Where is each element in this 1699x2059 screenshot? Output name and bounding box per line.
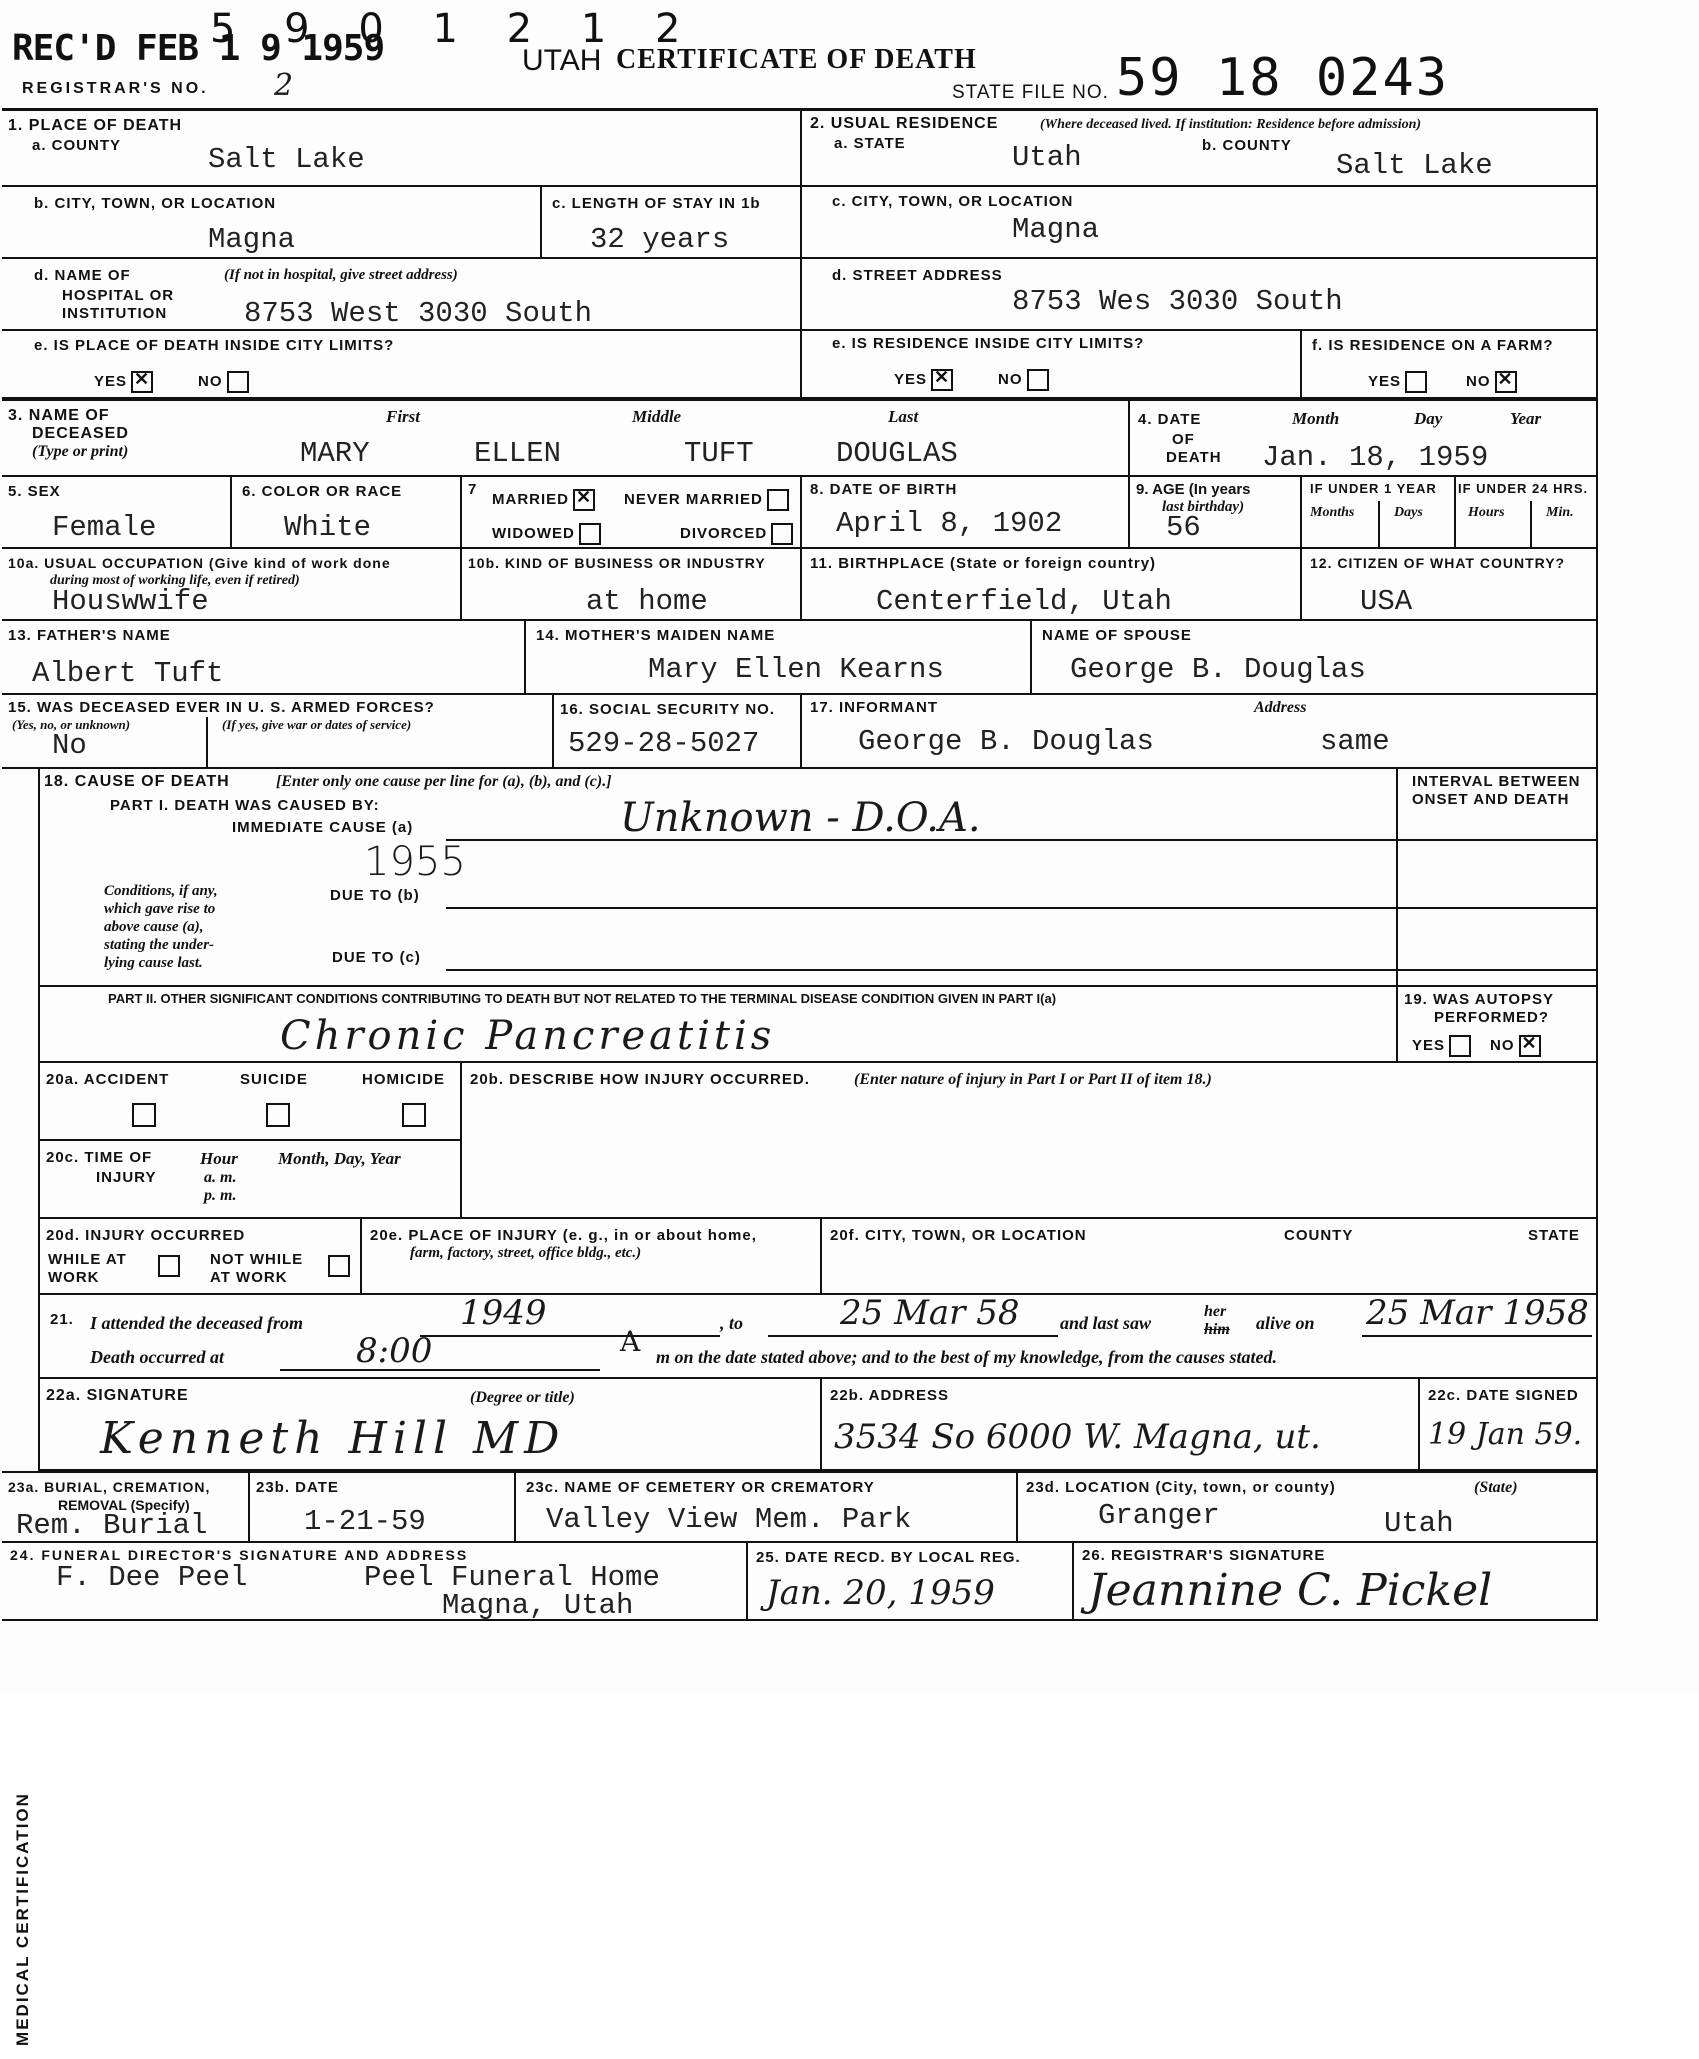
farm-no: NO✕: [1466, 371, 1517, 393]
field-1b-label: b. CITY, TOWN, OR LOCATION: [34, 195, 277, 212]
signature-cell: [40, 1379, 822, 1471]
field-15-note-1: (Yes, no, or unknown): [12, 717, 131, 732]
hour-label: Hour: [200, 1149, 238, 1168]
length-of-stay-value: 32 years: [590, 223, 730, 256]
date-received-value: Jan. 20, 1959: [766, 1573, 995, 1613]
field-20b-note: (Enter nature of injury in Part I or Part II of item 18.): [854, 1071, 1212, 1088]
registrar-no-label: REGISTRAR'S NO.: [22, 80, 209, 97]
days-label: Days: [1394, 505, 1423, 520]
under-1-year-label: IF UNDER 1 YEAR: [1310, 481, 1437, 496]
occupation-cell: [2, 549, 462, 621]
interval-label-1: INTERVAL BETWEEN: [1412, 773, 1581, 790]
field-22c-label: 22c. DATE SIGNED: [1428, 1387, 1579, 1404]
conditions-note-3: above cause (a),: [104, 919, 204, 935]
married-option: MARRIED✕: [492, 489, 595, 511]
birthplace-value: Centerfield, Utah: [876, 585, 1172, 618]
checkbox-no-checked[interactable]: [1495, 371, 1517, 393]
residence-farm-cell: [1302, 331, 1598, 399]
state-file-value: 59 18 0243: [1116, 48, 1450, 108]
registrar-no-value: 2: [274, 68, 294, 103]
residence-city-limits-cell: [802, 331, 1302, 399]
cause-of-death-cell: [40, 769, 1398, 987]
spouse-label: NAME OF SPOUSE: [1042, 627, 1192, 644]
day-label: Day: [1414, 409, 1443, 428]
residence-street-value: 8753 Wes 3030 South: [1012, 285, 1343, 318]
burial-state-label: (State): [1474, 1479, 1518, 1496]
field-2a-label: a. STATE: [834, 135, 906, 152]
field-20d-label: 20d. INJURY OCCURRED: [46, 1227, 246, 1244]
death-city-limits-cell: [2, 331, 802, 399]
manner-of-death-cell: [40, 1063, 462, 1141]
death-city-limits-no: NO: [198, 371, 249, 393]
hospital-cell: [2, 259, 802, 331]
field-6-label: 6. COLOR OR RACE: [242, 483, 403, 500]
checkbox-while-at-work[interactable]: [158, 1255, 180, 1277]
age-value: 56: [1166, 511, 1201, 544]
not-while-at-work-label-1: NOT WHILE: [210, 1251, 304, 1268]
conditions-note-1: Conditions, if any,: [104, 883, 218, 899]
checkbox-yes-checked[interactable]: [931, 369, 953, 391]
conditions-note-2: which gave rise to: [104, 901, 216, 917]
field-23a-label-2: REMOVAL (Specify): [58, 1497, 190, 1513]
field-18-title: 18. CAUSE OF DEATH: [44, 773, 230, 790]
field-1a-label: a. COUNTY: [32, 137, 122, 154]
armed-forces-cell: [2, 695, 554, 769]
not-while-at-work-label-2: AT WORK: [210, 1269, 288, 1286]
widowed-option: WIDOWED: [492, 523, 601, 545]
checkbox-married-checked[interactable]: [573, 489, 595, 511]
time-of-injury-cell: [40, 1141, 462, 1219]
field-20c-label-1: 20c. TIME OF: [46, 1149, 153, 1166]
residence-city-cell: [802, 187, 1598, 259]
funeral-director-name: F. Dee Peel: [56, 1561, 248, 1594]
injury-description-cell: [462, 1063, 1598, 1219]
date-of-birth-value: April 8, 1902: [836, 507, 1063, 540]
field-22b-label: 22b. ADDRESS: [830, 1387, 949, 1404]
date-received-cell: [748, 1543, 1074, 1621]
farm-yes: YES: [1368, 371, 1427, 393]
part-1-label: PART I. DEATH WAS CAUSED BY:: [110, 797, 380, 814]
field-26-label: 26. REGISTRAR'S SIGNATURE: [1082, 1547, 1326, 1564]
business-value: at home: [586, 585, 708, 618]
am-label: a. m.: [204, 1169, 237, 1186]
disposition-cell: [2, 1471, 250, 1543]
attended-from-value: 1949: [460, 1293, 547, 1333]
date-signed-cell: [1420, 1379, 1598, 1471]
last-saw-label: and last saw: [1060, 1313, 1152, 1333]
injury-occurred-cell: [40, 1219, 362, 1295]
field-10b-label: 10b. KIND OF BUSINESS OR INDUSTRY: [468, 555, 766, 571]
physician-signature: Kenneth Hill MD: [100, 1413, 566, 1464]
fathers-name-cell: [2, 621, 526, 695]
field-3-title-3: (Type or print): [32, 443, 129, 460]
death-county-value: Salt Lake: [208, 143, 365, 176]
month-day-year-label: Month, Day, Year: [278, 1149, 401, 1168]
length-of-stay-cell: [542, 187, 802, 259]
autopsy-no: NO✕: [1490, 1035, 1541, 1057]
state-file-label: STATE FILE NO.: [952, 82, 1109, 103]
am-mark: A: [620, 1325, 641, 1358]
under-1-year-cell: [1302, 477, 1456, 549]
field-15-label: 15. WAS DECEASED EVER IN U. S. ARMED FORCES?: [8, 699, 435, 716]
field-11-label: 11. BIRTHPLACE (State or foreign country): [810, 555, 1157, 572]
under-24-hours-cell: [1456, 477, 1598, 549]
her-label: her: [1204, 1303, 1227, 1320]
field-1e-label: e. IS PLACE OF DEATH INSIDE CITY LIMITS?: [34, 337, 395, 354]
field-1d-note: (If not in hospital, give street address): [224, 267, 458, 283]
immediate-cause-label: IMMEDIATE CAUSE (a): [232, 819, 414, 836]
usual-residence-cell: [802, 111, 1598, 187]
residence-city-value: Magna: [1012, 213, 1100, 246]
divorced-option: DIVORCED: [680, 523, 793, 545]
injury-state-label: STATE: [1528, 1227, 1580, 1244]
year-label: Year: [1510, 409, 1542, 428]
field-20b-label: 20b. DESCRIBE HOW INJURY OCCURRED.: [470, 1071, 810, 1088]
injury-location-cell: [822, 1219, 1598, 1295]
alive-on-label: alive on: [1256, 1313, 1315, 1333]
mothers-name-cell: [526, 621, 1032, 695]
field-23a-label-1: 23a. BURIAL, CREMATION,: [8, 1479, 211, 1495]
last-name-label: Last: [888, 407, 919, 426]
sex-cell: [2, 477, 232, 549]
last-name-value: DOUGLAS: [836, 437, 958, 470]
checkbox-not-while-at-work[interactable]: [328, 1255, 350, 1277]
field-18-note: [Enter only one cause per line for (a), (b), and (c).]: [276, 773, 612, 790]
checkbox-suicide[interactable]: [266, 1103, 290, 1127]
field-20e-label-2: farm, factory, street, office bldg., etc.): [410, 1245, 642, 1261]
date-of-death-value: Jan. 18, 1959: [1262, 441, 1489, 474]
checkbox-autopsy-no-checked[interactable]: [1519, 1035, 1541, 1057]
year-annotation: 1955: [364, 839, 466, 885]
cemetery-value: Valley View Mem. Park: [546, 1503, 912, 1536]
burial-location-cell: [1018, 1471, 1598, 1543]
spouse-value: George B. Douglas: [1070, 653, 1366, 686]
field-23c-label: 23c. NAME OF CEMETERY OR CREMATORY: [526, 1479, 875, 1496]
business-cell: [462, 549, 802, 621]
funeral-home-name: Peel Funeral Home: [364, 1561, 660, 1594]
death-statement-tail: m on the date stated above; and to the best of my knowledge, from the causes stated.: [656, 1347, 1277, 1367]
spouse-cell: [1032, 621, 1598, 695]
immediate-cause-value: Unknown - D.O.A.: [620, 795, 981, 841]
under-24-hours-label: IF UNDER 24 HRS.: [1458, 481, 1589, 496]
checkbox-never-married[interactable]: [767, 489, 789, 511]
field-17-label: 17. INFORMANT: [810, 699, 939, 716]
never-married-option: NEVER MARRIED: [624, 489, 789, 511]
autopsy-yes: YES: [1412, 1035, 1471, 1057]
him-label: him: [1204, 1321, 1230, 1338]
hours-label: Hours: [1468, 505, 1505, 520]
field-4-label-2: OF: [1172, 431, 1195, 448]
attended-to-label: , to: [720, 1313, 744, 1333]
field-19-label-1: 19. WAS AUTOPSY: [1404, 991, 1555, 1008]
age-cell: [1130, 477, 1302, 549]
registrar-signature-cell: [1074, 1543, 1598, 1621]
field-1d-label-1: d. NAME OF: [34, 267, 131, 284]
field-4-label-1: 4. DATE: [1138, 411, 1202, 428]
minutes-label: Min.: [1546, 505, 1574, 520]
attending-statement-cell: [40, 1295, 1598, 1379]
citizenship-cell: [1302, 549, 1598, 621]
field-9-label-2: last birthday): [1162, 499, 1245, 515]
checkbox-homicide[interactable]: [402, 1103, 426, 1127]
part-2-cell: [40, 987, 1398, 1063]
middle-name-value: ELLEN: [474, 437, 562, 470]
pm-label: p. m.: [204, 1187, 237, 1204]
field-9-label-1: 9. AGE (In years: [1136, 481, 1251, 498]
registrar-signature: Jeannine C. Pickel: [1088, 1565, 1493, 1616]
field-14-label: 14. MOTHER'S MAIDEN NAME: [536, 627, 776, 644]
marital-status-cell: [462, 477, 802, 549]
cemetery-cell: [516, 1471, 1018, 1543]
residence-street-cell: [802, 259, 1598, 331]
checkbox-yes-checked[interactable]: [131, 371, 153, 393]
informant-value: George B. Douglas: [858, 725, 1154, 758]
informant-address-value: same: [1320, 725, 1390, 758]
disposition-value: Rem. Burial: [16, 1509, 208, 1542]
field-8-label: 8. DATE OF BIRTH: [810, 481, 958, 498]
field-15-note-2: (If yes, give war or dates of service): [222, 717, 412, 732]
autopsy-cell: [1398, 987, 1598, 1063]
death-city-limits-yes: YES✕: [94, 371, 153, 393]
field-23b-label: 23b. DATE: [256, 1479, 339, 1496]
field-2f-label: f. IS RESIDENCE ON A FARM?: [1312, 337, 1554, 354]
suicide-label: SUICIDE: [240, 1071, 308, 1088]
due-to-b-label: DUE TO (b): [330, 887, 420, 904]
date-signed-value: 19 Jan 59.: [1428, 1417, 1583, 1452]
race-cell: [232, 477, 462, 549]
while-at-work-label-1: WHILE AT: [48, 1251, 127, 1268]
citizenship-value: USA: [1360, 585, 1413, 618]
field-3-title-1: 3. NAME OF: [8, 407, 110, 424]
field-10a-label-2: during most of working life, even if retired): [50, 573, 300, 588]
field-23d-label: 23d. LOCATION (City, town, or county): [1026, 1479, 1336, 1496]
checkbox-yes[interactable]: [1405, 371, 1427, 393]
field-4-label-3: DEATH: [1166, 449, 1222, 466]
certificate-form: [2, 108, 1598, 2046]
field-2-note: (Where deceased lived. If institution: Residence before admission): [1040, 117, 1422, 132]
field-2d-label: d. STREET ADDRESS: [832, 267, 1003, 284]
field-2e-label: e. IS RESIDENCE INSIDE CITY LIMITS?: [832, 335, 1145, 352]
field-1d-label-3: INSTITUTION: [62, 305, 168, 322]
sex-value: Female: [52, 511, 157, 544]
middle-name-2-value: TUFT: [684, 437, 754, 470]
field-2c-label: c. CITY, TOWN, OR LOCATION: [832, 193, 1074, 210]
funeral-director-cell: [2, 1543, 748, 1621]
months-label: Months: [1310, 505, 1355, 520]
residence-city-limits-yes: YES✕: [894, 369, 953, 391]
field-5-label: 5. SEX: [8, 483, 61, 500]
informant-cell: [802, 695, 1598, 769]
burial-date-value: 1-21-59: [304, 1505, 426, 1538]
residence-county-value: Salt Lake: [1336, 149, 1493, 182]
interval-cell: [1398, 769, 1598, 987]
stamp-numbers: 5 9 0 1 2 1 2: [210, 6, 699, 52]
field-19-label-2: PERFORMED?: [1434, 1009, 1549, 1026]
checkbox-divorced[interactable]: [771, 523, 793, 545]
received-stamp: REC'D FEB 1 9 1959: [12, 28, 385, 69]
checkbox-widowed[interactable]: [579, 523, 601, 545]
field-16-label: 16. SOCIAL SECURITY NO.: [560, 701, 775, 718]
death-city-cell: [2, 187, 542, 259]
field-21-num: 21.: [50, 1311, 74, 1328]
physician-address-cell: [822, 1379, 1420, 1471]
death-time-value: 8:00: [356, 1331, 433, 1371]
burial-state-value: Utah: [1384, 1507, 1454, 1540]
occupation-value: Houswwife: [52, 585, 209, 618]
field-2b-label: b. COUNTY: [1202, 137, 1292, 154]
residence-state-value: Utah: [1012, 141, 1082, 174]
hospital-address-value: 8753 West 3030 South: [244, 297, 593, 330]
first-name-value: MARY: [300, 437, 370, 470]
homicide-label: HOMICIDE: [362, 1071, 445, 1088]
field-24-label: 24. FUNERAL DIRECTOR'S SIGNATURE AND ADDRESS: [10, 1547, 469, 1563]
fathers-name-value: Albert Tuft: [32, 657, 224, 690]
certificate-title: CERTIFICATE OF DEATH: [616, 44, 977, 75]
field-12-label: 12. CITIZEN OF WHAT COUNTRY?: [1310, 555, 1566, 571]
field-3-title-2: DECEASED: [32, 425, 129, 442]
funeral-home-city: Magna, Utah: [442, 1589, 634, 1622]
field-2-title: 2. USUAL RESIDENCE: [810, 115, 999, 132]
while-at-work-label-2: WORK: [48, 1269, 100, 1286]
title-state: UTAH: [522, 44, 602, 77]
burial-date-cell: [250, 1471, 516, 1543]
part-2-label: PART II. OTHER SIGNIFICANT CONDITIONS CONTRIBUTING TO DEATH BUT NOT RELATED TO THE TERMINAL DISEASE CONDITION GIVEN IN PART I(a): [108, 991, 1057, 1006]
birthplace-cell: [802, 549, 1302, 621]
ssn-cell: [554, 695, 802, 769]
place-of-injury-cell: [362, 1219, 822, 1295]
date-of-birth-cell: [802, 477, 1130, 549]
burial-location-value: Granger: [1098, 1499, 1220, 1532]
field-13-label: 13. FATHER'S NAME: [8, 627, 171, 644]
checkbox-no[interactable]: [1027, 369, 1049, 391]
month-label: Month: [1292, 409, 1340, 428]
death-occurred-label: Death occurred at: [90, 1347, 224, 1367]
accident-label: 20a. ACCIDENT: [46, 1071, 170, 1088]
interval-label-2: ONSET AND DEATH: [1412, 791, 1570, 808]
medical-certification-strip: [2, 769, 40, 2046]
checkbox-accident[interactable]: [132, 1103, 156, 1127]
mothers-name-value: Mary Ellen Kearns: [648, 653, 944, 686]
residence-city-limits-no: NO: [998, 369, 1049, 391]
field-10a-label-1: 10a. USUAL OCCUPATION (Give kind of work done: [8, 555, 391, 571]
alive-on-value: 25 Mar 1958: [1366, 1293, 1589, 1333]
medical-certification-label: MEDICAL CERTIFICATION: [12, 1792, 32, 2046]
injury-county-label: COUNTY: [1284, 1227, 1354, 1244]
armed-forces-value: No: [52, 729, 87, 762]
middle-name-label: Middle: [632, 407, 682, 426]
checkbox-autopsy-yes[interactable]: [1449, 1035, 1471, 1057]
attended-label: I attended the deceased from: [90, 1313, 303, 1333]
field-1d-label-2: HOSPITAL OR: [62, 287, 175, 304]
field-20c-label-2: INJURY: [96, 1169, 157, 1186]
checkbox-no[interactable]: [227, 371, 249, 393]
place-of-death-county-cell: [2, 111, 802, 187]
field-22a-label: 22a. SIGNATURE: [46, 1387, 189, 1404]
race-value: White: [284, 511, 372, 544]
attended-to-value: 25 Mar 58: [840, 1293, 1020, 1333]
death-city-value: Magna: [208, 223, 296, 256]
physician-address-value: 3534 So 6000 W. Magna, ut.: [834, 1417, 1321, 1457]
informant-address-label: Address: [1254, 699, 1307, 716]
field-20f-label: 20f. CITY, TOWN, OR LOCATION: [830, 1227, 1087, 1244]
field-25-label: 25. DATE RECD. BY LOCAL REG.: [756, 1549, 1021, 1566]
due-to-c-label: DUE TO (c): [332, 949, 421, 966]
part-2-value: Chronic Pancreatitis: [280, 1013, 776, 1059]
first-name-label: First: [386, 407, 421, 426]
name-of-deceased-cell: [2, 399, 1130, 477]
ssn-value: 529-28-5027: [568, 727, 760, 760]
conditions-note-5: lying cause last.: [104, 955, 203, 971]
field-7-num: 7: [468, 481, 478, 498]
field-1c-label: c. LENGTH OF STAY IN 1b: [552, 195, 761, 212]
field-20e-label-1: 20e. PLACE OF INJURY (e. g., in or about home,: [370, 1227, 757, 1244]
degree-label: (Degree or title): [470, 1389, 575, 1406]
date-of-death-cell: [1130, 399, 1598, 477]
conditions-note-4: stating the under-: [104, 937, 215, 953]
field-1-title: 1. PLACE OF DEATH: [8, 117, 183, 134]
